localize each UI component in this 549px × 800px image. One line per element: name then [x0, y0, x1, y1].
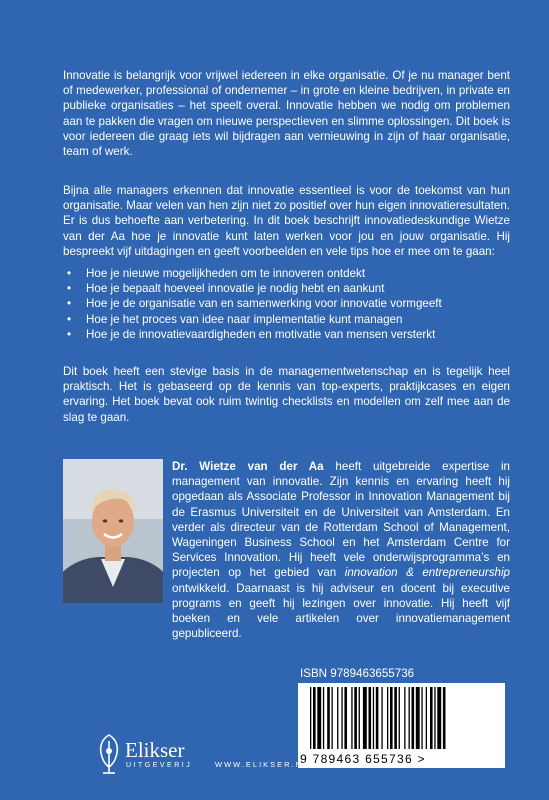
- list-item: • Hoe je bepaalt hoeveel innovatie je nodig hebt en aankunt: [67, 282, 385, 296]
- list-item: • Hoe je nieuwe mogelijkheden om te innoveren ontdekt: [67, 267, 366, 280]
- publisher-subtitle: UITGEVERIJ: [126, 762, 193, 769]
- author-name: Dr. Wietze van der Aa: [172, 460, 324, 473]
- publisher-emblem-icon: [95, 733, 123, 777]
- list-item: • Hoe je de organisatie van en samenwerking voor innovatie vormgeeft: [67, 297, 442, 311]
- barcode-digits: 9 789463 655736 >: [300, 752, 426, 766]
- summary-text: Dit boek heeft een stevige basis in de managementwetenschap en is tegelijk heel praktisch. Het is gebaseerd op de kennis van top-experts, praktijkcases en eigen ervaring. Het boek bevat ook ruim twintig checklists en modellen om zelf mee aan de slag te gaan.: [63, 365, 510, 424]
- list-item: • Hoe je het proces van idee naar implementatie kunt managen: [67, 312, 403, 326]
- list-item: • Hoe je de innovatievaardigheden en motivatie van mensen versterkt: [67, 327, 436, 341]
- bio-italic-text: innovation & entrepreneurship: [344, 566, 511, 580]
- publisher-name: Elikser: [125, 738, 185, 762]
- bullet-icon: •: [67, 297, 72, 311]
- summary-paragraph: [63, 364, 510, 425]
- bullet-icon: •: [67, 267, 72, 280]
- author-bio: [172, 459, 510, 641]
- bullet-icon: •: [67, 282, 72, 296]
- intro-paragraph: [63, 68, 510, 159]
- isbn-label: ISBN 9789463655736: [300, 667, 415, 680]
- bio-text: heeft uitgebreide expertise in management van innovatie. Zijn kennis en ervaring heeft hij opgedaan als Associate Professor in Innovation Management bij de Erasmus Universiteit en de Universiteit van Amsterdam. En verder als directeur van de Rotterdam School of Management, Wageningen Business School en het Amsterdam Centre for Services Innovation. Hij heeft vele onderwijsprogramma’s en projecten op het gebied van: [172, 460, 511, 580]
- publisher-logo: [95, 733, 205, 778]
- problem-paragraph: [63, 183, 510, 259]
- intro-text: Innovatie is belangrijk voor vrijwel iedereen in elke organisatie. Of je nu manager bent of medewerker, professional of ondernemer – in grote en kleine bedrijven, in private en publieke organisaties – het speelt overal. Innovatie hebben we nodig om problemen aan te pakken die vragen om nieuwe perspectieven en slimme oplossingen. Dit boek is voor iedereen die graag iets wil bijdragen aan vernieuwing in zijn of haar organisatie, team of werk.: [63, 69, 510, 159]
- author-portrait-icon: [63, 459, 163, 603]
- publisher-website[interactable]: WWW.ELIKSER.NL: [215, 760, 310, 769]
- bio-text-end: ontwikkeld. Daarnaast is hij adviseur en docent bij executive programs en geeft hij lezingen over innovatie. Hij heeft vijf boeken en vele artikelen over innovatiemanagement gepubliceerd.: [172, 581, 510, 641]
- challenge-list: [63, 266, 510, 342]
- barcode-icon: [298, 683, 505, 753]
- problem-text: Bijna alle managers erkennen dat innovatie essentieel is voor de toekomst van hun organisatie. Maar velen van hen zijn niet zo positief over hun eigen innovatieresultaten. Er is dus behoefte aan verbetering. In dit boek beschrijft innovatiedeskundige Wietze van der Aa hoe je innovatie kunt laten werken voor jou en jouw organisatie. Hij bespreekt vijf uitdagingen en geeft voorbeelden en vele tips hoe er mee om te gaan:: [63, 184, 510, 258]
- bullet-icon: •: [67, 327, 72, 341]
- bullet-icon: •: [67, 312, 72, 326]
- author-photo: [63, 459, 163, 603]
- barcode: [298, 683, 505, 768]
